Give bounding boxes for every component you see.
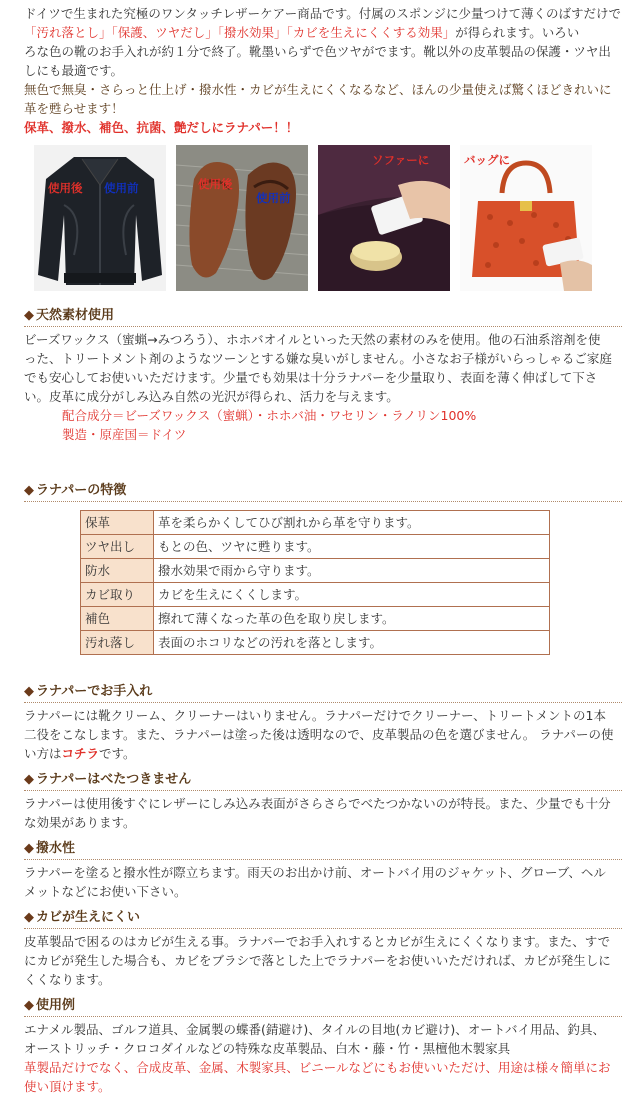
diamond-icon: ◆ [24, 910, 34, 925]
body-line: な効果があります。 [24, 815, 136, 830]
diamond-icon: ◆ [24, 998, 34, 1013]
section-title-water [24, 840, 622, 860]
intro-line-tail: が得られます。いろい [455, 25, 580, 40]
shoes-after-label: 使用後 [198, 177, 233, 191]
feature-key: カビ取り [81, 583, 154, 607]
body-line: ビーズワックス（蜜蝋→みつろう）、ホホバオイルといった天然の素材のみを使用。他の石油系溶剤を使 [24, 332, 601, 347]
body-line: でも安心してお使いいただけます。少量でも効果は十分ラナパーを少量取り、表面を薄く伸ばして下さ [24, 370, 598, 385]
jacket-after-label: 使用後 [48, 181, 83, 195]
water-body [24, 863, 622, 901]
section-title-text: ラナパーの特徴 [36, 483, 127, 498]
section-title-text: ラナパーはべたつきません [36, 772, 192, 787]
body-line: オーストリッチ・クロコダイルなどの特殊な皮革製品、白木・藤・竹・黒檀他木製家具 [24, 1041, 511, 1056]
section-title-usage [24, 997, 622, 1017]
table-row [81, 607, 550, 631]
table-row [81, 631, 550, 655]
body-line: 使い頂けます。 [24, 1079, 111, 1094]
feature-value: 擦れて薄くなった革の色を取り戻します。 [154, 607, 550, 631]
shoes-before-label: 使用前 [256, 191, 291, 205]
origin-line: 製造・原産国＝ドイツ [62, 427, 187, 442]
usage-body [24, 1020, 622, 1096]
feature-value: カビを生えにくくします。 [154, 583, 550, 607]
features-table [80, 510, 550, 655]
nonsticky-body [24, 794, 622, 832]
body-line: メットなどにお使い下さい。 [24, 884, 187, 899]
ingredients-line: 配合成分＝ビーズワックス（蜜蝋）・ホホバ油・ワセリン・ラノリン100% [62, 408, 477, 423]
product-photos [34, 145, 622, 291]
section-title-text: 撥水性 [36, 841, 76, 856]
feature-value: もとの色、ツヤに甦ります。 [154, 535, 550, 559]
body-line: ラナパーには靴クリーム、クリーナーはいりません。ラナパーだけでクリーナー、トリートメントの1本 [24, 708, 606, 723]
section-title-nonsticky [24, 771, 622, 791]
intro-line: ドイツで生まれた究極のワンタッチレザーケアー商品です。付属のスポンジに少量つけて薄くのばすだけで [24, 6, 621, 21]
diamond-icon: ◆ [24, 841, 34, 856]
body-line: 皮革製品で困るのはカビが生える事。ラナパーでお手入れするとカビが生えにくくなります。また、すで [24, 934, 611, 949]
intro-tagline: 保革、撥水、補色、抗菌、艶だしにラナパー！！ [24, 120, 299, 135]
feature-key: 保革 [81, 511, 154, 535]
diamond-icon: ◆ [24, 308, 34, 323]
shoes-photo [176, 145, 308, 291]
feature-value: 革を柔らかくしてひび割れから革を守ります。 [154, 511, 550, 535]
feature-value: 表面のホコリなどの汚れを落とします。 [154, 631, 550, 655]
jacket-image [34, 145, 166, 291]
body-line: エナメル製品、ゴルフ道具、金属製の蝶番(錆避け)、タイルの目地(カビ避け)、オートバイ用品、釣具、 [24, 1022, 606, 1037]
body-line: い。皮革に成分がしみ込み自然の光沢が得られ、活力を与えます。 [24, 389, 399, 404]
intro-line: ろな色の靴のお手入れが約１分で終了。靴墨いらずで色ツヤがでます。靴以外の皮革製品の保護・ツヤ出 [24, 44, 611, 59]
mold-body [24, 932, 622, 989]
sofa-photo [318, 145, 450, 291]
body-line: った、トリートメント剤のようなツーンとする嫌な臭いがしません。小さなお子様がいらっしゃるご家庭 [24, 351, 612, 366]
table-row [81, 583, 550, 607]
feature-value: 撥水効果で雨から守ります。 [154, 559, 550, 583]
body-line: にカビが発生した場合も、カビをブラシで落とした上でラナパーをお使いいただければ、カビが発生しに [24, 953, 611, 968]
feature-key: ツヤ出し [81, 535, 154, 559]
diamond-icon: ◆ [24, 684, 34, 699]
section-title-text: 使用例 [36, 998, 76, 1013]
intro-line: 無色で無臭・さらっと仕上げ・撥水性・カビが生えにくくなるなど、ほんの少量使えば驚くほどきれいに [24, 82, 612, 97]
intro-effects: 「汚れ落とし」「保護、ツヤだし」「撥水効果」「カビを生えにくくする効果」 [24, 25, 456, 40]
section-title-text: 天然素材使用 [36, 308, 115, 323]
section-title-features [24, 482, 622, 502]
care-text: です。 [99, 746, 136, 761]
section-title-text: カビが生えにくい [36, 910, 141, 925]
natural-body [24, 330, 622, 444]
intro-line [24, 23, 622, 42]
feature-key: 防水 [81, 559, 154, 583]
section-title-natural [24, 307, 622, 327]
shoes-image [176, 145, 308, 291]
table-row [81, 511, 550, 535]
diamond-icon: ◆ [24, 772, 34, 787]
section-title-care [24, 683, 622, 703]
body-line: 二役をこなします。また、ラナパーは塗った後は透明なので、皮革製品の色を選びません。 ラナパーの使 [24, 727, 614, 742]
care-body [24, 706, 622, 763]
intro-line: しにも最適です。 [24, 63, 124, 78]
jacket-before-label: 使用前 [104, 181, 139, 195]
body-line: 革製品だけでなく、合成皮革、金属、木製家具、ビニールなどにもお使いいただけ、用途は様々簡単にお [24, 1060, 611, 1075]
feature-key: 補色 [81, 607, 154, 631]
bag-photo [460, 145, 592, 291]
sofa-label: ソファーに [372, 153, 430, 167]
usage-guide-link[interactable]: コチラ [61, 746, 100, 761]
body-line: くくなります。 [24, 972, 111, 987]
body-line [24, 744, 622, 763]
intro-line: 革を甦らせます！ [24, 101, 124, 116]
diamond-icon: ◆ [24, 483, 34, 498]
feature-key: 汚れ落し [81, 631, 154, 655]
intro-block [24, 0, 622, 137]
jacket-photo [34, 145, 166, 291]
table-row [81, 559, 550, 583]
table-row [81, 535, 550, 559]
body-line: ラナパーは使用後すぐにレザーにしみ込み表面がさらさらでべたつかないのが特長。また、少量でも十分 [24, 796, 611, 811]
body-line: ラナパーを塗ると撥水性が際立ちます。雨天のお出かけ前、オートバイ用のジャケット、グローブ、ヘル [24, 865, 606, 880]
care-text: い方は [24, 746, 62, 761]
bag-label: バッグに [464, 153, 510, 167]
section-title-text: ラナパーでお手入れ [36, 684, 153, 699]
section-title-mold [24, 909, 622, 929]
